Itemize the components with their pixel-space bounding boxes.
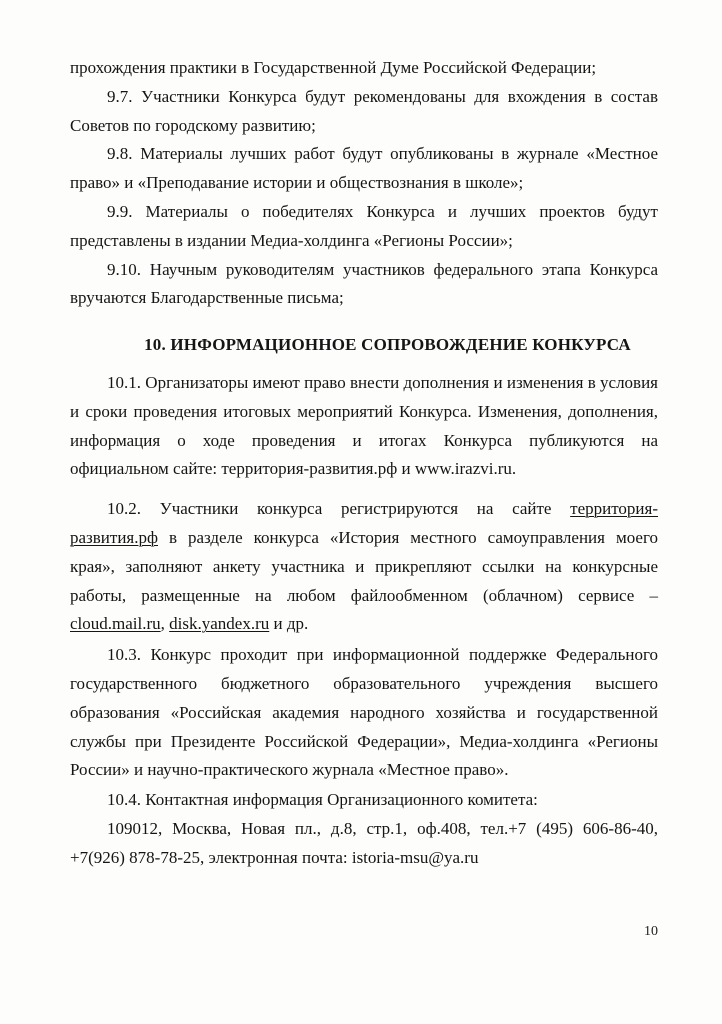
paragraph-10-2-middle: в разделе конкурса «История местного самоуправления моего края», заполняют анкету участника и прикрепляют ссылки на конкурсные работы, размещенные на любом файлообменном (облачном) сервисе – <box>70 527 658 605</box>
page-number: 10 <box>644 924 658 939</box>
paragraph-10-2-tail: и др. <box>269 614 309 634</box>
paragraph-10-3: 10.3. Конкурс проходит при информационной поддержке Федерального государственного бюджетного образовательного учреждения высшего образования «Российская академия народного хозяйства и государственной службы при Президенте Российской Федерации», Медиа-холдинга «Регионы России» и научно-практического журнала «Местное право». <box>70 645 658 780</box>
paragraph-9-9: 9.9. Материалы о победителях Конкурса и лучших проектов будут представлены в издании Медиа-холдинга «Регионы России»; <box>70 201 658 250</box>
document-page <box>70 54 658 873</box>
contact-info: 109012, Москва, Новая пл., д.8, стр.1, оф.408, тел.+7 (495) 606-86-40, +7(926) 878-78-25, электронная почта: istoria-msu@ya.ru <box>70 818 658 867</box>
paragraph-9-10: 9.10. Научным руководителям участников федерального этапа Конкурса вручаются Благодарственные письма; <box>70 259 658 308</box>
paragraph-10-4: 10.4. Контактная информация Организационного комитета: <box>107 790 538 810</box>
disk-yandex-link[interactable]: disk.yandex.ru <box>169 614 270 634</box>
section-heading-10: 10. ИНФОРМАЦИОННОЕ СОПРОВОЖДЕНИЕ КОНКУРСА <box>144 335 631 355</box>
continuation-line: прохождения практики в Государственной Думе Российской Федерации; <box>70 58 597 77</box>
cloud-mail-link[interactable]: cloud.mail.ru <box>70 614 161 634</box>
paragraph-10-2-lead: 10.2. Участники конкурса регистрируются на сайте <box>107 499 571 519</box>
site-link[interactable]: территория-развития.рф <box>70 499 658 547</box>
paragraph-9-7: 9.7. Участники Конкурса будут рекомендованы для вхождения в состав Советов по городскому развитию; <box>70 86 658 135</box>
paragraph-10-1: 10.1. Организаторы имеют право внести дополнения и изменения в условия и сроки проведения итоговых мероприятий Конкурса. Изменения, дополнения, информация о ходе проведения и итогах Конкурса публикуются на официальном сайте: территория-развития.рф и www.irazvi.ru. <box>70 372 658 479</box>
paragraph-9-8: 9.8. Материалы лучших работ будут опубликованы в журнале «Местное право» и «Преподавание истории и обществознания в школе»; <box>70 144 658 193</box>
paragraph-10-2-separator: , <box>160 614 170 634</box>
paragraph-10-2 <box>70 495 658 639</box>
